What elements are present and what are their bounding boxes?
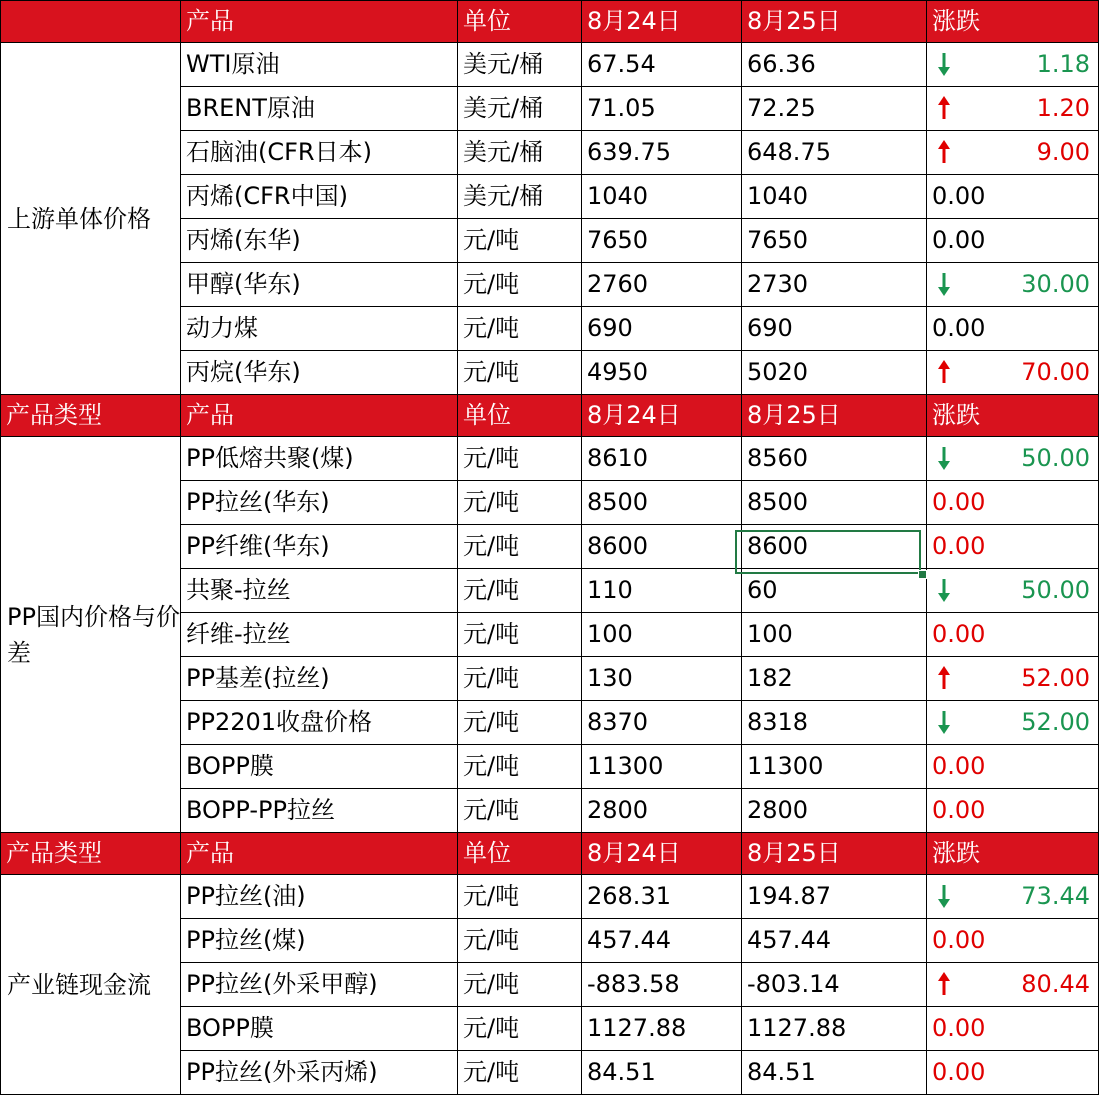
date1-value-cell[interactable]: 2800: [582, 789, 742, 833]
date1-value-cell[interactable]: 11300: [582, 745, 742, 789]
change-value: 0.00: [932, 226, 986, 255]
change-cell[interactable]: [927, 569, 1099, 613]
product-cell[interactable]: 石脑油(CFR日本): [181, 131, 458, 175]
date1-value-cell[interactable]: 8610: [582, 437, 742, 481]
arrow-down-icon: [936, 575, 952, 605]
table-body: [1, 1, 1099, 1095]
date1-value-cell[interactable]: 71.05: [582, 87, 742, 131]
header-cell-date1[interactable]: 8月24日: [582, 1, 742, 43]
header-row: [1, 395, 1099, 437]
arrow-down-icon: [936, 49, 952, 79]
table-row: [1, 437, 1099, 481]
product-cell[interactable]: 丙烷(华东): [181, 351, 458, 395]
change-cell[interactable]: [927, 963, 1099, 1007]
change-value: 52.00: [1021, 708, 1090, 737]
unit-cell[interactable]: 元/吨: [458, 219, 582, 263]
date2-value-cell[interactable]: 2800: [742, 789, 927, 833]
date2-value-cell[interactable]: 182: [742, 657, 927, 701]
unit-cell[interactable]: 元/吨: [458, 307, 582, 351]
date2-value-cell[interactable]: 8600: [742, 525, 927, 569]
change-value: 0.00: [932, 532, 986, 561]
change-value: 0.00: [932, 926, 986, 955]
product-cell[interactable]: PP拉丝(外采甲醇): [181, 963, 458, 1007]
unit-cell[interactable]: 美元/桶: [458, 87, 582, 131]
unit-cell[interactable]: 元/吨: [458, 481, 582, 525]
date1-value-cell[interactable]: 4950: [582, 351, 742, 395]
date2-value-cell[interactable]: 60: [742, 569, 927, 613]
product-cell[interactable]: PP拉丝(油): [181, 875, 458, 919]
change-cell[interactable]: [927, 481, 1099, 525]
product-cell[interactable]: BOPP膜: [181, 1007, 458, 1051]
date2-value-cell[interactable]: 194.87: [742, 875, 927, 919]
change-cell[interactable]: [927, 175, 1099, 219]
change-value: 1.20: [1036, 94, 1090, 123]
date1-value-cell[interactable]: 1040: [582, 175, 742, 219]
date1-value-cell[interactable]: 8370: [582, 701, 742, 745]
date2-value-cell[interactable]: 11300: [742, 745, 927, 789]
change-cell[interactable]: [927, 131, 1099, 175]
product-cell[interactable]: BRENT原油: [181, 87, 458, 131]
unit-cell[interactable]: 元/吨: [458, 351, 582, 395]
date1-value-cell[interactable]: 110: [582, 569, 742, 613]
header-row: [1, 1, 1099, 43]
date1-value-cell[interactable]: 84.51: [582, 1051, 742, 1095]
header-cell-group[interactable]: [1, 1, 181, 43]
unit-cell[interactable]: 元/吨: [458, 525, 582, 569]
date1-value-cell[interactable]: 130: [582, 657, 742, 701]
change-value: 0.00: [932, 796, 986, 825]
date2-value-cell[interactable]: 1127.88: [742, 1007, 927, 1051]
change-cell[interactable]: [927, 525, 1099, 569]
unit-cell[interactable]: 元/吨: [458, 701, 582, 745]
arrow-up-icon: [936, 357, 952, 387]
product-cell[interactable]: PP2201收盘价格: [181, 701, 458, 745]
product-cell[interactable]: PP拉丝(外采丙烯): [181, 1051, 458, 1095]
product-cell[interactable]: 动力煤: [181, 307, 458, 351]
header-cell-date2[interactable]: 8月25日: [742, 833, 927, 875]
date1-value-cell[interactable]: -883.58: [582, 963, 742, 1007]
change-cell[interactable]: [927, 613, 1099, 657]
header-cell-unit[interactable]: 单位: [458, 1, 582, 43]
group-label-cell[interactable]: PP国内价格与价差: [1, 437, 181, 833]
arrow-down-icon: [936, 707, 952, 737]
unit-cell[interactable]: 元/吨: [458, 1007, 582, 1051]
header-cell-date1[interactable]: 8月24日: [582, 833, 742, 875]
change-value: 0.00: [932, 620, 986, 649]
header-cell-change[interactable]: 涨跌: [927, 833, 1099, 875]
product-cell[interactable]: PP低熔共聚(煤): [181, 437, 458, 481]
change-cell[interactable]: [927, 789, 1099, 833]
change-cell[interactable]: [927, 919, 1099, 963]
product-cell[interactable]: BOPP-PP拉丝: [181, 789, 458, 833]
unit-cell[interactable]: 元/吨: [458, 963, 582, 1007]
change-cell[interactable]: [927, 307, 1099, 351]
header-cell-group[interactable]: 产品类型: [1, 833, 181, 875]
change-value: 50.00: [1021, 444, 1090, 473]
change-cell[interactable]: [927, 745, 1099, 789]
date1-value-cell[interactable]: 100: [582, 613, 742, 657]
unit-cell[interactable]: 美元/桶: [458, 175, 582, 219]
arrow-down-icon: [936, 269, 952, 299]
unit-cell[interactable]: 元/吨: [458, 789, 582, 833]
date2-value-cell[interactable]: 5020: [742, 351, 927, 395]
product-cell[interactable]: 丙烯(CFR中国): [181, 175, 458, 219]
change-cell[interactable]: [927, 43, 1099, 87]
unit-cell[interactable]: 元/吨: [458, 875, 582, 919]
unit-cell[interactable]: 美元/桶: [458, 131, 582, 175]
date1-value-cell[interactable]: 268.31: [582, 875, 742, 919]
product-cell[interactable]: 共聚-拉丝: [181, 569, 458, 613]
change-value: 1.18: [1036, 50, 1090, 79]
change-cell[interactable]: [927, 437, 1099, 481]
group-label-cell[interactable]: 上游单体价格: [1, 43, 181, 395]
product-cell[interactable]: 甲醇(华东): [181, 263, 458, 307]
date2-value-cell[interactable]: 1040: [742, 175, 927, 219]
unit-cell[interactable]: 元/吨: [458, 657, 582, 701]
date2-value-cell[interactable]: 8500: [742, 481, 927, 525]
change-value: 73.44: [1021, 882, 1090, 911]
date1-value-cell[interactable]: 457.44: [582, 919, 742, 963]
change-value: 0.00: [932, 1058, 986, 1087]
header-cell-product[interactable]: 产品: [181, 833, 458, 875]
change-cell[interactable]: [927, 875, 1099, 919]
date1-value-cell[interactable]: 2760: [582, 263, 742, 307]
header-cell-product[interactable]: 产品: [181, 1, 458, 43]
product-cell[interactable]: 纤维-拉丝: [181, 613, 458, 657]
unit-cell[interactable]: 美元/桶: [458, 43, 582, 87]
arrow-up-icon: [936, 969, 952, 999]
change-cell[interactable]: [927, 351, 1099, 395]
header-cell-change[interactable]: 涨跌: [927, 1, 1099, 43]
date2-value-cell[interactable]: 2730: [742, 263, 927, 307]
date2-value-cell[interactable]: 66.36: [742, 43, 927, 87]
date1-value-cell[interactable]: 639.75: [582, 131, 742, 175]
change-cell[interactable]: [927, 1051, 1099, 1095]
change-value: 0.00: [932, 488, 986, 517]
date2-value-cell[interactable]: 8318: [742, 701, 927, 745]
arrow-up-icon: [936, 93, 952, 123]
header-cell-date1[interactable]: 8月24日: [582, 395, 742, 437]
change-value: 0.00: [932, 752, 986, 781]
change-value: 50.00: [1021, 576, 1090, 605]
change-cell[interactable]: [927, 87, 1099, 131]
unit-cell[interactable]: 元/吨: [458, 437, 582, 481]
change-value: 0.00: [932, 1014, 986, 1043]
group-label-cell[interactable]: 产业链现金流: [1, 875, 181, 1095]
arrow-up-icon: [936, 137, 952, 167]
change-cell[interactable]: [927, 1007, 1099, 1051]
header-cell-unit[interactable]: 单位: [458, 833, 582, 875]
product-cell[interactable]: WTI原油: [181, 43, 458, 87]
change-cell[interactable]: [927, 701, 1099, 745]
unit-cell[interactable]: 元/吨: [458, 745, 582, 789]
unit-cell[interactable]: 元/吨: [458, 263, 582, 307]
header-cell-change[interactable]: 涨跌: [927, 395, 1099, 437]
product-cell[interactable]: PP拉丝(煤): [181, 919, 458, 963]
header-cell-unit[interactable]: 单位: [458, 395, 582, 437]
unit-cell[interactable]: 元/吨: [458, 919, 582, 963]
header-cell-product[interactable]: 产品: [181, 395, 458, 437]
date1-value-cell[interactable]: 7650: [582, 219, 742, 263]
change-value: 0.00: [932, 314, 986, 343]
date2-value-cell[interactable]: 7650: [742, 219, 927, 263]
product-cell[interactable]: PP拉丝(华东): [181, 481, 458, 525]
date2-value-cell[interactable]: 690: [742, 307, 927, 351]
date2-value-cell[interactable]: 100: [742, 613, 927, 657]
date2-value-cell[interactable]: 72.25: [742, 87, 927, 131]
unit-cell[interactable]: 元/吨: [458, 1051, 582, 1095]
change-value: 30.00: [1021, 270, 1090, 299]
change-cell[interactable]: [927, 657, 1099, 701]
date2-value-cell[interactable]: 648.75: [742, 131, 927, 175]
header-cell-group[interactable]: 产品类型: [1, 395, 181, 437]
date2-value-cell[interactable]: 84.51: [742, 1051, 927, 1095]
date1-value-cell[interactable]: 1127.88: [582, 1007, 742, 1051]
date2-value-cell[interactable]: 8560: [742, 437, 927, 481]
unit-cell[interactable]: 元/吨: [458, 613, 582, 657]
change-value: 80.44: [1021, 970, 1090, 999]
header-row: [1, 833, 1099, 875]
arrow-down-icon: [936, 881, 952, 911]
change-cell[interactable]: [927, 219, 1099, 263]
date1-value-cell[interactable]: 8500: [582, 481, 742, 525]
product-cell[interactable]: BOPP膜: [181, 745, 458, 789]
arrow-down-icon: [936, 443, 952, 473]
change-value: 70.00: [1021, 358, 1090, 387]
header-cell-date2[interactable]: 8月25日: [742, 395, 927, 437]
date2-value-cell[interactable]: -803.14: [742, 963, 927, 1007]
date1-value-cell[interactable]: 690: [582, 307, 742, 351]
change-value: 9.00: [1036, 138, 1090, 167]
table-row: [1, 875, 1099, 919]
product-cell[interactable]: PP纤维(华东): [181, 525, 458, 569]
arrow-up-icon: [936, 663, 952, 693]
change-value: 52.00: [1021, 664, 1090, 693]
date1-value-cell[interactable]: 67.54: [582, 43, 742, 87]
date2-value-cell[interactable]: 457.44: [742, 919, 927, 963]
product-cell[interactable]: PP基差(拉丝): [181, 657, 458, 701]
date1-value-cell[interactable]: 8600: [582, 525, 742, 569]
change-value: 0.00: [932, 182, 986, 211]
product-cell[interactable]: 丙烯(东华): [181, 219, 458, 263]
unit-cell[interactable]: 元/吨: [458, 569, 582, 613]
change-cell[interactable]: [927, 263, 1099, 307]
header-cell-date2[interactable]: 8月25日: [742, 1, 927, 43]
table-row: [1, 43, 1099, 87]
